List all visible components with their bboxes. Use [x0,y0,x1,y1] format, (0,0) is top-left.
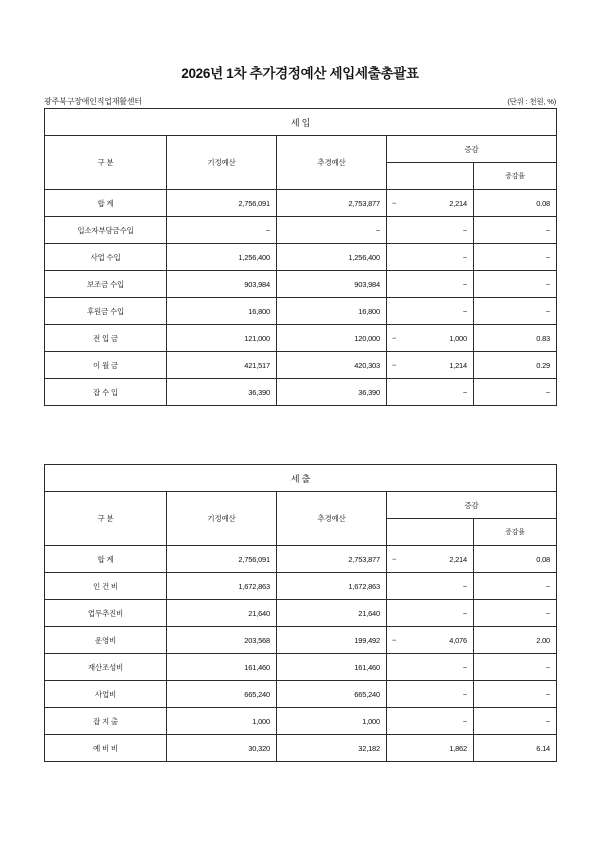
row-label: 전 입 금 [45,325,167,352]
row-original: 203,568 [167,627,277,654]
row-rate: − [474,244,557,271]
row-original: 2,756,091 [167,546,277,573]
expense-header-revised: 추경예산 [277,492,387,546]
unit-note: (단위 : 천원, %) [507,97,556,106]
expense-header-original: 기정예산 [167,492,277,546]
row-rate: − [474,600,557,627]
row-rate: − [474,573,557,600]
income-table-wrapper [44,108,556,406]
row-label: 사업비 [45,681,167,708]
row-original: 2,756,091 [167,190,277,217]
row-change-value: 2,214 [449,554,467,564]
row-change [387,244,474,271]
expense-header-change: 증감 [387,492,557,519]
row-change-sign: − [392,635,397,645]
row-rate: 2.00 [474,627,557,654]
row-label: 사업 수입 [45,244,167,271]
income-band-row [45,109,557,136]
row-change-value: 2,214 [449,198,467,208]
income-header-change-blank [387,163,474,190]
table-row [45,352,557,379]
row-change-value: 4,076 [449,635,467,645]
row-rate: − [474,271,557,298]
row-change [387,627,474,654]
row-label: 입소자부담금수입 [45,217,167,244]
row-revised: 903,984 [277,271,387,298]
table-row [45,271,557,298]
expense-table-wrapper [44,464,556,762]
row-change-value: − [462,608,467,618]
row-rate: − [474,217,557,244]
row-label: 인 건 비 [45,573,167,600]
row-rate: 0.29 [474,352,557,379]
table-row [45,735,557,762]
income-table [44,108,557,406]
row-rate: 6.14 [474,735,557,762]
income-header-change-rate: 증감율 [474,163,557,190]
row-revised: 1,256,400 [277,244,387,271]
row-label: 운영비 [45,627,167,654]
row-original: 665,240 [167,681,277,708]
row-change [387,600,474,627]
row-rate: − [474,298,557,325]
row-change-sign: − [392,554,397,564]
table-row [45,379,557,406]
row-revised: 16,800 [277,298,387,325]
row-revised: 36,390 [277,379,387,406]
row-change [387,708,474,735]
row-label: 예 비 비 [45,735,167,762]
row-revised: 1,000 [277,708,387,735]
row-change [387,573,474,600]
row-change [387,681,474,708]
expense-header-row [45,492,557,519]
expense-header-division: 구 분 [45,492,167,546]
row-original: 1,000 [167,708,277,735]
income-header-revised: 추경예산 [277,136,387,190]
income-header-change: 증감 [387,136,557,163]
row-change [387,298,474,325]
row-revised: 420,303 [277,352,387,379]
row-revised: 32,182 [277,735,387,762]
row-revised: 2,753,877 [277,190,387,217]
table-row [45,190,557,217]
row-rate: − [474,654,557,681]
row-change [387,271,474,298]
row-change-value: − [462,279,467,289]
row-change [387,325,474,352]
row-label: 후원금 수입 [45,298,167,325]
row-change [387,190,474,217]
row-label: 업무추진비 [45,600,167,627]
row-change [387,217,474,244]
row-change-value: 1,862 [449,743,467,753]
row-label: 재산조성비 [45,654,167,681]
row-rate: 0.08 [474,546,557,573]
row-change-value: − [462,716,467,726]
expense-header-change-rate: 증감율 [474,519,557,546]
expense-table [44,464,557,762]
row-change [387,352,474,379]
income-header-original: 기정예산 [167,136,277,190]
table-row [45,600,557,627]
row-revised: 161,460 [277,654,387,681]
row-revised: 1,672,863 [277,573,387,600]
row-original: 121,000 [167,325,277,352]
table-row [45,298,557,325]
row-original: − [167,217,277,244]
row-change-value: 1,214 [449,360,467,370]
income-header-division: 구 분 [45,136,167,190]
expense-header-change-blank [387,519,474,546]
row-revised: 665,240 [277,681,387,708]
row-change-value: − [462,387,467,397]
row-original: 30,320 [167,735,277,762]
table-row [45,325,557,352]
income-band-label: 세 입 [45,109,557,136]
table-row [45,627,557,654]
row-original: 903,984 [167,271,277,298]
row-change [387,546,474,573]
row-label: 보조금 수입 [45,271,167,298]
row-change-value: 1,000 [449,333,467,343]
row-rate: − [474,708,557,735]
row-rate: − [474,681,557,708]
row-rate: − [474,379,557,406]
row-rate: 0.08 [474,190,557,217]
row-label: 잡 지 출 [45,708,167,735]
row-original: 161,460 [167,654,277,681]
row-change-value: − [462,662,467,672]
row-original: 16,800 [167,298,277,325]
table-row [45,244,557,271]
row-label: 잡 수 입 [45,379,167,406]
row-original: 1,256,400 [167,244,277,271]
row-original: 21,640 [167,600,277,627]
expense-band-row [45,465,557,492]
row-revised: − [277,217,387,244]
table-row [45,217,557,244]
expense-band-label: 세 출 [45,465,557,492]
row-change-sign: − [392,360,397,370]
table-row [45,681,557,708]
row-change [387,735,474,762]
table-row [45,708,557,735]
row-change [387,379,474,406]
row-label: 합 계 [45,546,167,573]
row-original: 36,390 [167,379,277,406]
row-revised: 21,640 [277,600,387,627]
document-meta [44,96,556,107]
page-title: 2026년 1차 추가경정예산 세입세출총괄표 [181,66,419,81]
table-row [45,573,557,600]
row-rate: 0.83 [474,325,557,352]
row-revised: 120,000 [277,325,387,352]
table-row [45,546,557,573]
table-row [45,654,557,681]
row-change [387,654,474,681]
row-change-sign: − [392,198,397,208]
row-change-value: − [462,225,467,235]
row-revised: 199,492 [277,627,387,654]
row-original: 421,517 [167,352,277,379]
row-label: 이 월 금 [45,352,167,379]
row-change-value: − [462,252,467,262]
organization-name: 광주북구장애인직업재활센터 [44,97,142,106]
row-revised: 2,753,877 [277,546,387,573]
row-change-sign: − [392,333,397,343]
row-original: 1,672,863 [167,573,277,600]
row-change-value: − [462,306,467,316]
row-label: 합 계 [45,190,167,217]
income-header-row [45,136,557,163]
row-change-value: − [462,581,467,591]
row-change-value: − [462,689,467,699]
